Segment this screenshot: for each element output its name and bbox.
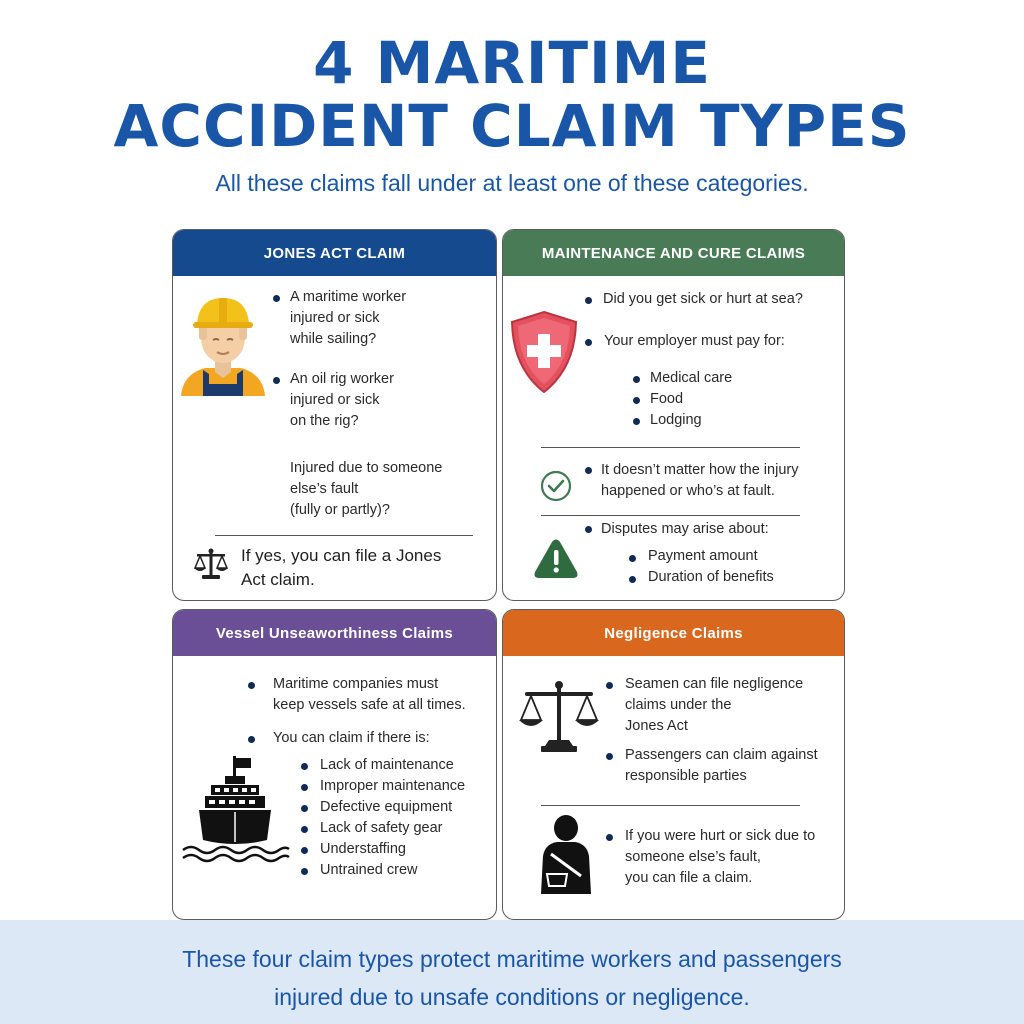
divider bbox=[541, 515, 800, 516]
divider bbox=[541, 447, 800, 448]
vessel-b1: Maritime companies must keep vessels safe at all times. bbox=[273, 676, 466, 713]
ship-icon bbox=[181, 756, 291, 866]
bullet bbox=[301, 847, 308, 854]
maintenance-b1: Did you get sick or hurt at sea? bbox=[603, 291, 803, 307]
negligence-card-title: Negligence Claims bbox=[503, 610, 844, 656]
bullet bbox=[301, 784, 308, 791]
bullet bbox=[585, 339, 592, 346]
bullet bbox=[301, 868, 308, 875]
medical-shield-icon bbox=[509, 310, 579, 394]
worker-icon bbox=[177, 292, 269, 402]
jones-q2: An oil rig worker injured or sick on the rig? bbox=[290, 371, 394, 429]
negligence-b2: Passengers can claim against responsible parties bbox=[625, 747, 818, 784]
vessel-item: Improper maintenance bbox=[320, 778, 466, 794]
vessel-item: Lack of safety gear bbox=[320, 820, 443, 836]
bullet bbox=[301, 763, 308, 770]
maintenance-cure-card bbox=[502, 229, 845, 601]
maintenance-b2: Your employer must pay for: bbox=[604, 333, 785, 349]
vessel-item: Untrained crew bbox=[320, 862, 418, 878]
divider bbox=[541, 805, 800, 806]
bullet bbox=[585, 467, 592, 474]
bullet bbox=[633, 397, 640, 404]
bullet bbox=[585, 297, 592, 304]
vessel-unseaworthiness-card bbox=[172, 609, 497, 920]
bullet bbox=[633, 376, 640, 383]
bullet bbox=[629, 555, 636, 562]
jones-q3: Injured due to someone else’s fault (fully or partly)? bbox=[290, 460, 443, 518]
bullet bbox=[273, 295, 280, 302]
jones-act-card-title: JONES ACT CLAIM bbox=[173, 230, 496, 276]
bullet bbox=[248, 736, 255, 743]
vessel-item: Understaffing bbox=[320, 841, 406, 857]
pay-item: Lodging bbox=[650, 412, 702, 428]
page-title-line2: ACCIDENT CLAIM TYPES bbox=[113, 92, 911, 160]
scales-icon bbox=[519, 680, 599, 754]
vessel-card-title: Vessel Unseaworthiness Claims bbox=[173, 610, 496, 656]
negligence-b3: If you were hurt or sick due to someone else’s fault, you can file a claim. bbox=[625, 828, 816, 886]
bullet bbox=[633, 418, 640, 425]
jones-conclusion: If yes, you can file a Jones Act claim. bbox=[241, 546, 442, 589]
bullet bbox=[606, 834, 613, 841]
bullet bbox=[606, 753, 613, 760]
bullet bbox=[629, 576, 636, 583]
divider bbox=[215, 535, 473, 536]
footer-line2: injured due to unsafe conditions or negligence. bbox=[274, 984, 750, 1010]
jones-act-card bbox=[172, 229, 497, 601]
maintenance-b3: It doesn’t matter how the injury happened or who’s at fault. bbox=[601, 462, 799, 499]
pay-item: Food bbox=[650, 391, 684, 407]
vessel-item: Defective equipment bbox=[320, 799, 453, 815]
maintenance-cure-card-title: MAINTENANCE AND CURE CLAIMS bbox=[503, 230, 844, 276]
bullet bbox=[273, 377, 280, 384]
vessel-b2: You can claim if there is: bbox=[273, 730, 430, 746]
bullet bbox=[301, 826, 308, 833]
jones-q1: A maritime worker injured or sick while sailing? bbox=[290, 289, 407, 347]
dispute-item: Duration of benefits bbox=[648, 569, 774, 585]
maintenance-b4: Disputes may arise about: bbox=[601, 521, 769, 537]
injured-person-icon bbox=[537, 814, 595, 894]
bullet bbox=[606, 682, 613, 689]
vessel-item: Lack of maintenance bbox=[320, 757, 454, 773]
bullet bbox=[301, 805, 308, 812]
negligence-b1: Seamen can file negligence claims under the Jones Act bbox=[625, 676, 804, 734]
pay-item: Medical care bbox=[650, 370, 733, 386]
page-subtitle: All these claims fall under at least one of these categories. bbox=[215, 170, 809, 196]
scales-icon bbox=[193, 546, 229, 582]
bullet bbox=[248, 682, 255, 689]
page-title-line1: 4 MARITIME bbox=[313, 29, 711, 97]
footer-banner bbox=[0, 920, 1024, 1024]
negligence-card bbox=[502, 609, 845, 920]
check-icon bbox=[540, 470, 572, 502]
dispute-item: Payment amount bbox=[648, 548, 758, 564]
warning-icon bbox=[533, 538, 579, 580]
footer-line1: These four claim types protect maritime workers and passengers bbox=[182, 946, 842, 972]
bullet bbox=[585, 526, 592, 533]
